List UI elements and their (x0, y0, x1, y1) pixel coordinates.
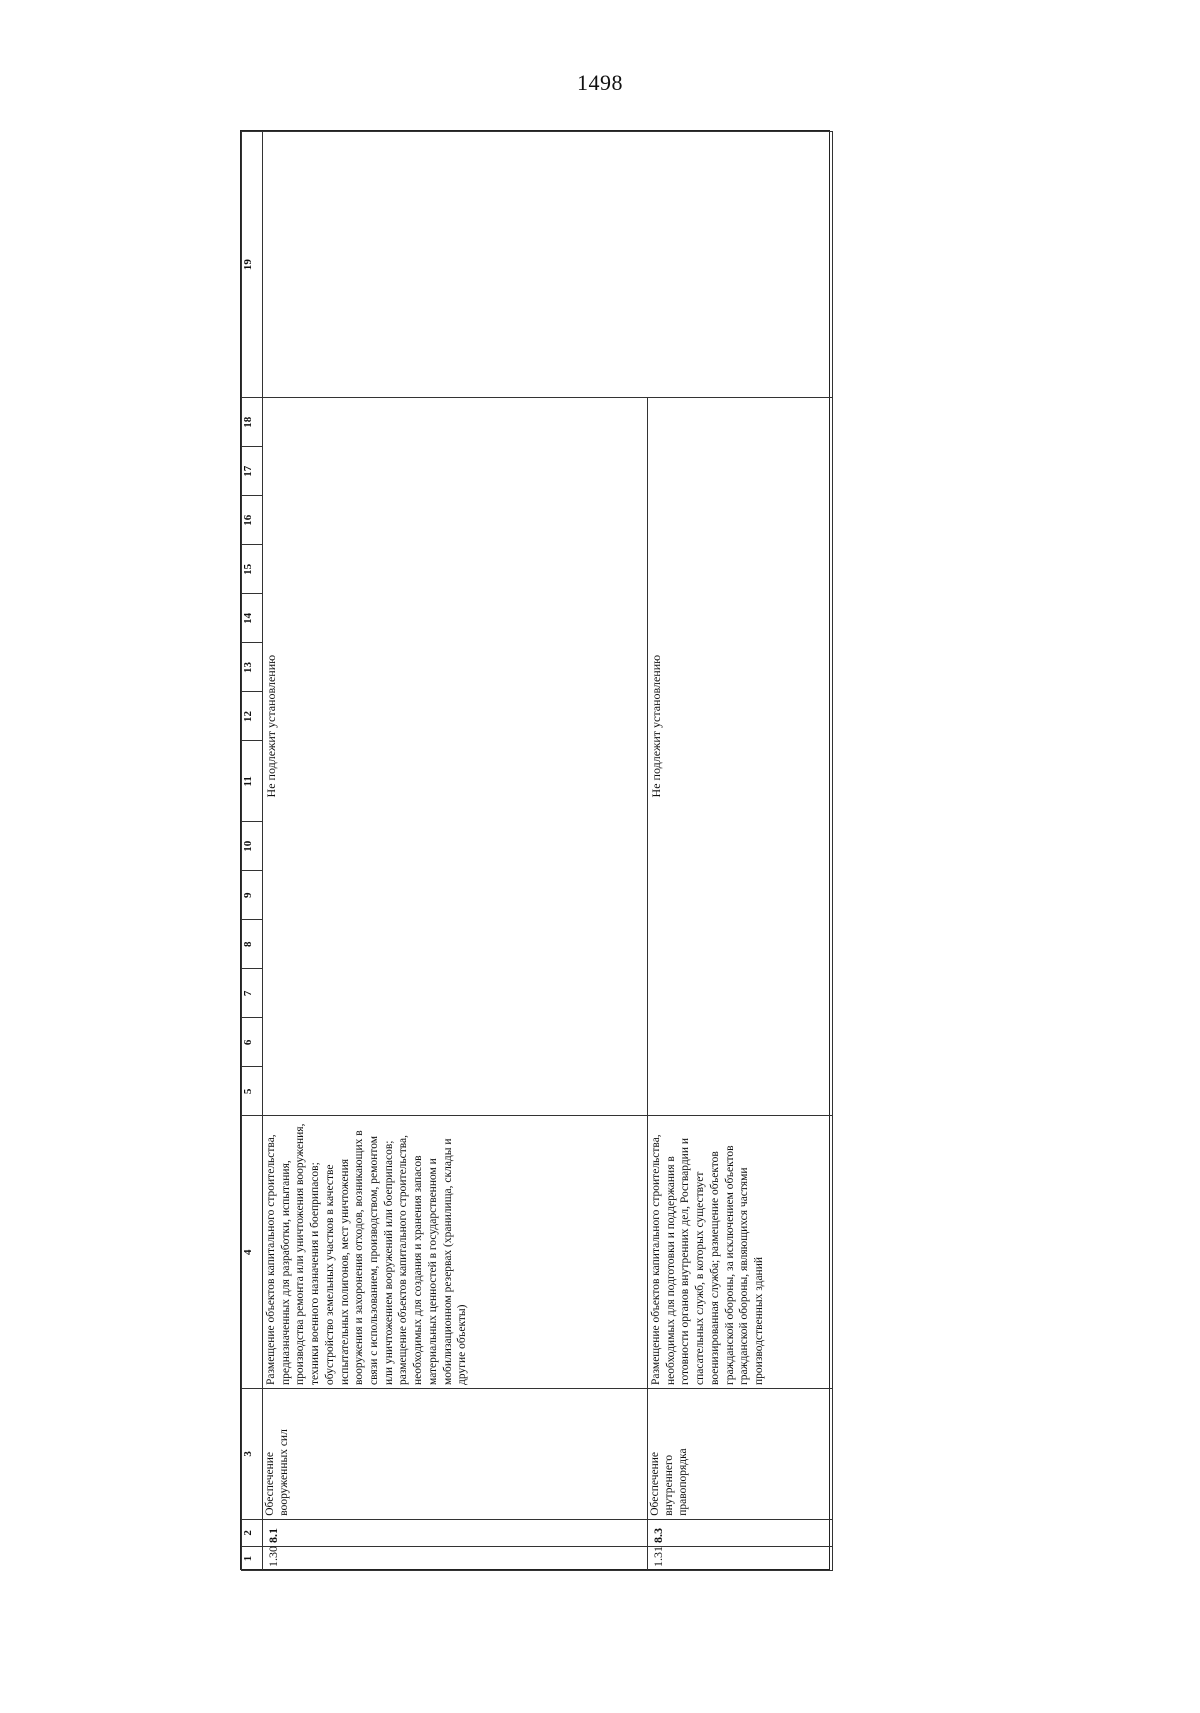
column-header: 3 (242, 1388, 263, 1519)
use-name: Обеспечение вооруженных сил (263, 1388, 648, 1519)
column-header: 1 (242, 1547, 263, 1571)
column-header: 16 (242, 496, 263, 545)
use-code: 8.3 (648, 1519, 833, 1546)
parameters-value: Не подлежит установлению (264, 654, 278, 798)
rotated-table (241, 131, 831, 1571)
parameters-value: Не подлежит установлению (649, 654, 663, 798)
header-row (242, 132, 263, 1571)
use-description: Размещение объектов капитального строительства, предназначенных для разработки, испытания, производства ремонта или уничтожения вооружения, техники военного назначения и боеприпасов; обустройство земельных участков в качестве испытательных полигонов, мест уничтожения вооружения и захоронения отходов, возникающих в связи с использованием, производством, ремонтом или уничтожением вооружений или боеприпасов; размещение объектов капитального строительства, необходимых для создания и хранения запасов материальных ценностей в государственном и мобилизационном резервах (хранилища, склады и другие объекты) (263, 1116, 648, 1389)
column-header: 15 (242, 545, 263, 594)
column-header: 11 (242, 741, 263, 822)
column-header: 12 (242, 692, 263, 741)
land-use-table (241, 131, 833, 1571)
column-header: 10 (242, 822, 263, 871)
column-header: 13 (242, 643, 263, 692)
column-19-cell (263, 132, 833, 398)
row-index: 1.31 (648, 1547, 833, 1571)
row-index: 1.30 (263, 1547, 648, 1571)
column-header: 6 (242, 1018, 263, 1067)
column-header: 4 (242, 1116, 263, 1389)
column-header: 9 (242, 871, 263, 920)
table-row (263, 132, 648, 1571)
column-header: 14 (242, 594, 263, 643)
parameters-cell (648, 398, 833, 1116)
column-header: 19 (242, 132, 263, 398)
use-name: Обеспечение внутреннего правопорядка (648, 1388, 833, 1519)
column-header: 17 (242, 447, 263, 496)
column-header: 5 (242, 1067, 263, 1116)
use-description: Размещение объектов капитального строительства, необходимых для подготовки и поддержания в готовности органов внутренних дел, Росгвардии и спасательных служб, в которых существует военизированная служба; размещение объектов гражданской обороны, за исключением объектов гражданской обороны, являющихся частями производственных зданий (648, 1116, 833, 1389)
rotated-table-frame (240, 130, 830, 1570)
page-number: 1498 (577, 70, 623, 95)
column-header: 2 (242, 1519, 263, 1546)
column-header: 8 (242, 920, 263, 969)
column-header: 18 (242, 398, 263, 447)
parameters-cell (263, 398, 648, 1116)
use-code: 8.1 (263, 1519, 648, 1546)
column-header: 7 (242, 969, 263, 1018)
